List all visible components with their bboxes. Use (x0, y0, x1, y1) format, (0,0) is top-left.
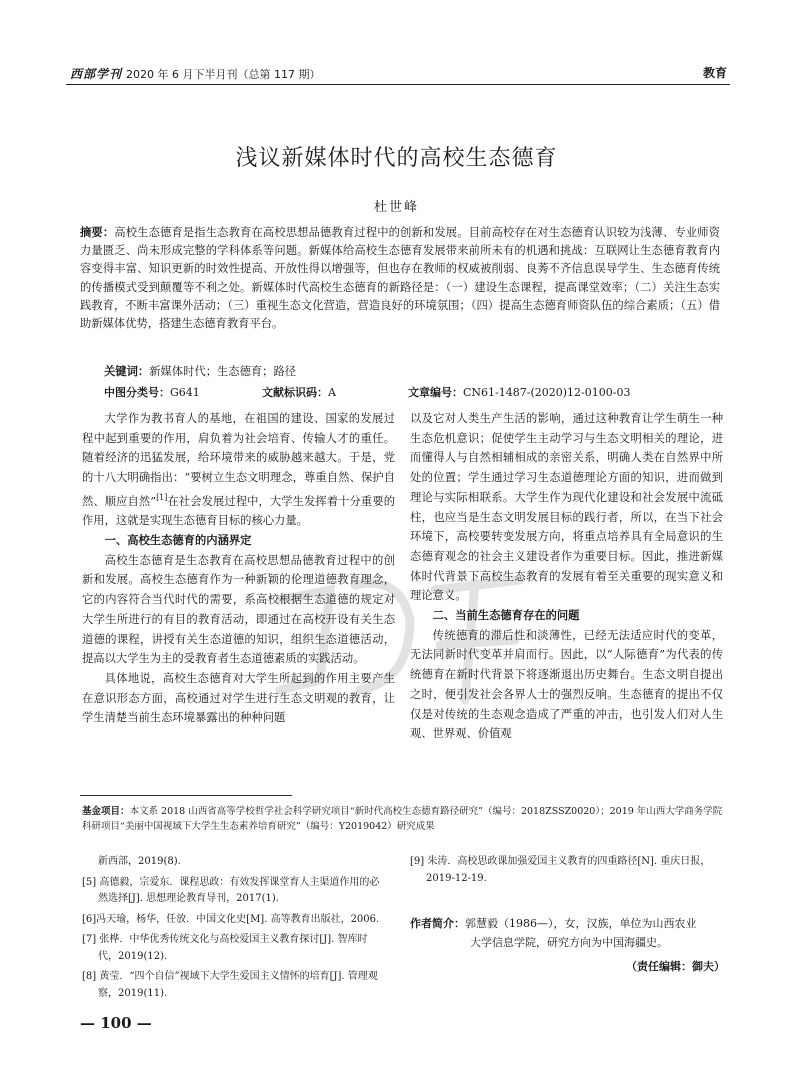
abstract-text: 高校生态德育是指生态教育在高校思想品德教育过程中的创新和发展。目前高校存在对生态德育认识较为浅薄、专业师资力量匮乏、尚未形成完整的学科体系等问题。新媒体给高校生态德育发展带来前所未有的机遇和挑战：互联网让生态德育教育内容变得丰富、知识更新的时效性提高、开放性得以增强等，但也存在教师的权威被削弱、良莠不齐信息误导学生、生态德育传统的传播模式受到颠覆等不利之处。新媒体时代高校生态德育的新路径是：（一）建设生态课程，提高课堂效率；（二）关注生态实践教育，不断丰富课外活动；（三）重视生态文化营造，营造良好的环境氛围；（四）提高生态德育师资队伍的综合素质；（五）借助新媒体优势，搭建生态德育教育平台。 (80, 226, 720, 331)
references-left (82, 854, 387, 1006)
paragraph: 具体地说，高校生态德育对大学生所起到的作用主要产生在意识形态方面，高校通过对学生进行生态文明观的教育，让学生清楚当前生态环境暴露出的种种问题 (82, 671, 395, 725)
issue-info: 2020 年 6 月下半月刊（总第 117 期） (126, 67, 321, 81)
document-code: 文献标识码：A (262, 386, 336, 399)
reference-item: [5] 高德毅，宗爱东．课程思政：有效发挥课堂育人主渠道作用的必然选择[J]. 思想理论教育导刊，2017(1). (82, 876, 380, 904)
keywords-text: 新媒体时代；生态德育；路径 (149, 365, 297, 378)
journal-masthead: 西部学刊 (70, 67, 123, 81)
article-title: 浅议新媒体时代的高校生态德育 (235, 146, 558, 171)
funding-note (82, 804, 730, 834)
references-right (410, 854, 730, 891)
keywords (104, 363, 296, 379)
paragraph: 高校生态德育是生态教育在高校思想品德教育过程中的创新和发展。高校生态德育作为一种新颖的伦理道德教育理念，它的内容符合当代时代的需要，系高校根据生态道德的规定对大学生所进行的有目的教育活动，即通过在高校开设有关生态道德的课程，讲授有关生态道德的知识，组织生态道德活动，提高以大学生为主的受教育者生态道德素质的实践活动。 (82, 553, 395, 666)
abstract-label: 摘要： (80, 226, 115, 239)
running-header-left (70, 65, 321, 82)
reference-item: [6]冯天瑜，杨华，任放．中国文化史[M]. 高等教育出版社，2006. (82, 913, 380, 925)
abstract (80, 224, 720, 333)
paragraph: 以及它对人类生产生活的影响，通过这种教育让学生萌生一种生态危机意识；促使学生主动学习与生态文明相关的理论，进而懂得人与自然相辅相成的亲密关系，明确人类在自然界中所处的位置；学生通过学习生态道德理论方面的知识，进而做到理论与实际相联系。大学生作为现代化建设和社会发展中流砥柱，也应当是生态文明发展目标的践行者，所以，在当下社会环境下，高校要转变发展方向，将重点培养具有全局意识的生态德育观念的社会主义建设者作为重要目标。因此，推进新媒体时代背景下高校生态教育的发展有着至关重要的现实意义和理论意义。 (410, 412, 723, 603)
reference-item: [8] 黄莹．“四个自信”视域下大学生爱国主义情怀的培育[J]. 管理观察，2019(11). (82, 971, 378, 999)
author-name: 杜世峰 (373, 200, 419, 215)
author-bio-label: 作者简介： (410, 917, 465, 930)
clc-number: 中图分类号：G641 (104, 386, 200, 399)
section-heading-1: 一、高校生态德育的内涵界定 (104, 533, 252, 547)
body-column-right (410, 409, 723, 744)
header-rule (66, 84, 730, 85)
keywords-label: 关键词： (104, 365, 150, 378)
funding-text: 本文系 2018 山西省高等学校哲学社会科学研究项目“新时代高校生态德育路径研究”（编号：2018ZSSZ0020）；2019 年山西大学商务学院科研项目“美丽中国视域下大学生生态素养培育研究”（编号：Y2019042）研究成果 (82, 806, 723, 832)
section-label: 教育 (702, 66, 727, 80)
paragraph: 传统德育的滞后性和淡薄性，已经无法适应时代的变革，无法同新时代变革并肩而行。因此，以“人际德育”为代表的传统德育在新时代背景下将逐渐退出历史舞台。生态文明自提出之时，便引发社会各界人士的强烈反响。生态德育的提出不仅仅是对传统的生态观念造成了严重的冲击，也引发人们对人生观、世界观、价值观 (410, 628, 723, 741)
footnote-rule (80, 795, 292, 796)
body-column-left (82, 409, 395, 728)
author-bio: 作者简介：郭慧毅（1986—），女，汉族，单位为山西农业 大学信息学院，研究方向为中国海疆史。 (410, 917, 697, 949)
paragraph: 大学作为教书育人的基地，在祖国的建设、国家的发展过程中起到重要的作用，肩负着为社会培育、传输人才的重任。随着经济的迅猛发展，给环境带来的威胁越来越大。于是，党的十八大明确指出：“要树立生态文明理念，尊重自然、保护自然、顺应自然”[1]在社会发展过程中，大学生发挥着十分重要的作用，这就是实现生态德育目标的核心力量。 (82, 412, 395, 528)
page-number: — 100 — (80, 1014, 152, 1032)
reference-item: [7] 张桦．中华优秀传统文化与高校爱国主义教育探讨[J]. 智库时代，2019(12). (82, 934, 368, 962)
reference-item: 新西部，2019(8). (98, 856, 181, 867)
funding-label: 基金项目： (82, 806, 130, 817)
reference-item: [9] 朱涛．高校思政课加强爱国主义教育的四重路径[N]. 重庆日报，2019-12-19. (410, 856, 711, 884)
citation-marker: [1] (156, 492, 168, 502)
editor-note: （责任编辑：御夫） (626, 960, 725, 973)
article-number: 文章编号：CN61-1487-(2020)12-0100-03 (408, 386, 631, 399)
section-heading-2: 二、当前生态德育存在的问题 (432, 609, 580, 623)
